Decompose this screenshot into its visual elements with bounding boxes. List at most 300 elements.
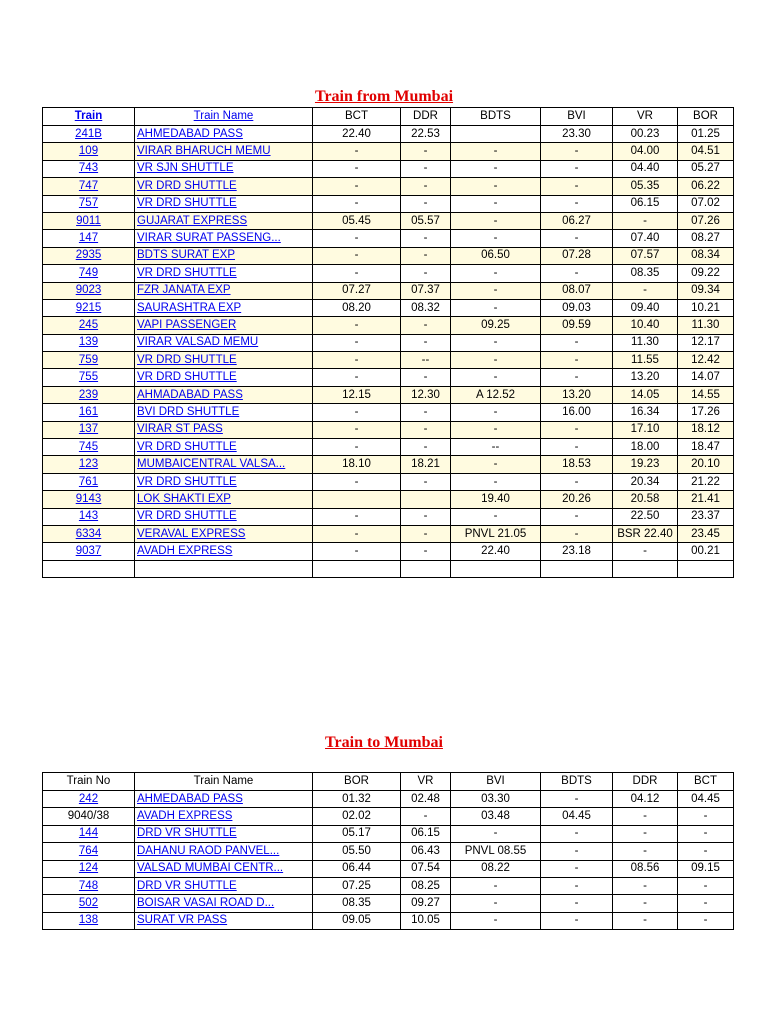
- train-number-link[interactable]: 242: [78, 792, 99, 805]
- train-number-link[interactable]: 109: [78, 145, 99, 158]
- train-name-cell[interactable]: [135, 473, 313, 490]
- train-number-link[interactable]: 139: [78, 336, 99, 349]
- time-cell: -: [401, 317, 451, 334]
- train-number-cell[interactable]: [43, 369, 135, 386]
- time-cell: 04.45: [678, 791, 734, 808]
- train-number-link[interactable]: 502: [78, 897, 99, 910]
- column-header: DDR: [401, 108, 451, 126]
- table-row: [43, 543, 734, 560]
- train-number-link[interactable]: 9011: [76, 214, 101, 227]
- time-cell: -: [401, 247, 451, 264]
- train-number-link[interactable]: 759: [78, 353, 99, 366]
- train-name-cell[interactable]: [135, 247, 313, 264]
- column-header: Train No: [43, 773, 135, 791]
- train-number-cell[interactable]: [43, 825, 135, 842]
- table-row: [43, 195, 734, 212]
- train-name-link[interactable]: VR DRD SHUTTLE: [137, 371, 237, 384]
- train-name-link[interactable]: LOK SHAKTI EXP: [137, 492, 231, 505]
- train-name-cell[interactable]: [135, 525, 313, 542]
- train-name-link[interactable]: BOISAR VASAI ROAD D...: [137, 897, 275, 910]
- train-name-link[interactable]: GUJARAT EXPRESS: [137, 214, 248, 227]
- time-cell: 18.12: [678, 421, 734, 438]
- table-row: [43, 212, 734, 229]
- time-cell: 09.22: [678, 265, 734, 282]
- train-number-link[interactable]: 2935: [75, 249, 102, 262]
- time-cell: -: [541, 912, 613, 929]
- time-cell: -: [613, 543, 678, 560]
- train-name-link[interactable]: AHMEDABAD PASS: [137, 792, 243, 805]
- train-name-link[interactable]: SURAT VR PASS: [137, 914, 228, 927]
- time-cell: -: [541, 825, 613, 842]
- column-header[interactable]: [43, 108, 135, 126]
- time-cell: 20.10: [678, 456, 734, 473]
- train-number-cell[interactable]: [43, 317, 135, 334]
- table-row: [43, 421, 734, 438]
- train-name-link[interactable]: VR DRD SHUTTLE: [137, 179, 237, 192]
- time-cell: 01.32: [313, 791, 401, 808]
- train-number-link[interactable]: 143: [78, 510, 99, 523]
- time-cell: 09.34: [678, 282, 734, 299]
- train-number-link[interactable]: 749: [78, 266, 99, 279]
- time-cell: 05.27: [678, 160, 734, 177]
- train-number-cell[interactable]: [43, 178, 135, 195]
- time-cell: --: [401, 352, 451, 369]
- table-row: [43, 334, 734, 351]
- train-number-cell[interactable]: [43, 525, 135, 542]
- time-cell: 09.15: [678, 860, 734, 877]
- time-cell: -: [313, 160, 401, 177]
- time-cell: 07.57: [613, 247, 678, 264]
- time-cell: -: [613, 825, 678, 842]
- time-cell: -: [401, 808, 451, 825]
- time-cell: 06.22: [678, 178, 734, 195]
- time-cell: A 12.52: [451, 386, 541, 403]
- time-cell: 05.17: [313, 825, 401, 842]
- time-cell: -: [451, 334, 541, 351]
- train-name-cell[interactable]: [135, 912, 313, 929]
- time-cell: 07.40: [613, 230, 678, 247]
- table-row: [43, 825, 734, 842]
- time-cell: PNVL 08.55: [451, 843, 541, 860]
- train-name-cell[interactable]: [135, 543, 313, 560]
- time-cell: 06.43: [401, 843, 451, 860]
- time-cell: [313, 560, 401, 577]
- time-cell: 02.02: [313, 808, 401, 825]
- time-cell: 04.51: [678, 143, 734, 160]
- train-name-cell[interactable]: [135, 808, 313, 825]
- time-cell: -: [541, 195, 613, 212]
- time-cell: 06.27: [541, 212, 613, 229]
- time-cell: 06.44: [313, 860, 401, 877]
- table-row: [43, 352, 734, 369]
- train-number-cell[interactable]: [43, 247, 135, 264]
- train-number-link[interactable]: 9023: [75, 284, 102, 297]
- train-number-cell[interactable]: [43, 421, 135, 438]
- train-name-cell[interactable]: [135, 178, 313, 195]
- time-cell: -: [401, 543, 451, 560]
- time-cell: -: [541, 369, 613, 386]
- time-cell: 08.22: [451, 860, 541, 877]
- train-name-cell[interactable]: [135, 212, 313, 229]
- time-cell: -: [451, 352, 541, 369]
- train-number-cell[interactable]: [43, 404, 135, 421]
- time-cell: 08.34: [678, 247, 734, 264]
- train-name-cell[interactable]: [135, 421, 313, 438]
- time-cell: 08.27: [678, 230, 734, 247]
- time-cell: 08.20: [313, 299, 401, 316]
- column-header: BCT: [313, 108, 401, 126]
- table-row: [43, 791, 734, 808]
- time-cell: 11.30: [678, 317, 734, 334]
- time-cell: -: [613, 212, 678, 229]
- time-cell: -: [313, 369, 401, 386]
- time-cell: -: [401, 421, 451, 438]
- train-number-cell[interactable]: [43, 212, 135, 229]
- train-name-cell[interactable]: [135, 352, 313, 369]
- table-row: [43, 808, 734, 825]
- time-cell: -: [401, 525, 451, 542]
- train-number-cell[interactable]: [43, 334, 135, 351]
- train-number-cell[interactable]: [43, 791, 135, 808]
- time-cell: 18.47: [678, 439, 734, 456]
- time-cell: -: [401, 404, 451, 421]
- train-name-cell[interactable]: [135, 282, 313, 299]
- time-cell: 19.23: [613, 456, 678, 473]
- time-cell: -: [401, 143, 451, 160]
- time-cell: 18.00: [613, 439, 678, 456]
- time-cell: -: [613, 808, 678, 825]
- train-number-link[interactable]: 761: [78, 475, 99, 488]
- train-number-link[interactable]: 757: [78, 197, 99, 210]
- train-name-link[interactable]: VR DRD SHUTTLE: [137, 197, 237, 210]
- train-name-link[interactable]: SAURASHTRA EXP: [137, 301, 242, 314]
- time-cell: -: [541, 178, 613, 195]
- train-name-link[interactable]: DRD VR SHUTTLE: [137, 879, 237, 892]
- time-cell: -: [313, 473, 401, 490]
- train-name-cell[interactable]: [135, 508, 313, 525]
- time-cell: -: [451, 299, 541, 316]
- time-cell: 07.02: [678, 195, 734, 212]
- train-name-link[interactable]: AHMADABAD PASS: [137, 388, 243, 401]
- column-header: BOR: [313, 773, 401, 791]
- time-cell: 22.40: [313, 126, 401, 143]
- train-name-link[interactable]: VIRAR BHARUCH MEMU: [137, 145, 271, 158]
- time-cell: [678, 560, 734, 577]
- time-cell: 05.35: [613, 178, 678, 195]
- train-name-link[interactable]: VR DRD SHUTTLE: [137, 266, 237, 279]
- time-cell: -: [613, 912, 678, 929]
- train-number-cell[interactable]: [43, 456, 135, 473]
- table-row: [43, 386, 734, 403]
- train-number-cell[interactable]: [43, 843, 135, 860]
- train-number-cell[interactable]: [43, 877, 135, 894]
- time-cell: -: [678, 877, 734, 894]
- train-name-cell[interactable]: [135, 825, 313, 842]
- time-cell: -: [451, 421, 541, 438]
- time-cell: 18.21: [401, 456, 451, 473]
- time-cell: 23.30: [541, 126, 613, 143]
- time-cell: -: [613, 282, 678, 299]
- time-cell: -: [541, 508, 613, 525]
- train-name-link[interactable]: AVADH EXPRESS: [137, 545, 233, 558]
- train-name-link[interactable]: BDTS SURAT EXP: [137, 249, 235, 262]
- train-number-link[interactable]: 747: [78, 179, 99, 192]
- train-name-cell[interactable]: [135, 895, 313, 912]
- train-name-cell[interactable]: [135, 369, 313, 386]
- time-cell: 17.26: [678, 404, 734, 421]
- train-name-link[interactable]: VR SJN SHUTTLE: [137, 162, 234, 175]
- time-cell: -: [541, 525, 613, 542]
- column-header: BOR: [678, 108, 734, 126]
- time-cell: 08.32: [401, 299, 451, 316]
- time-cell: [613, 560, 678, 577]
- time-cell: 09.59: [541, 317, 613, 334]
- train-number-cell[interactable]: [43, 160, 135, 177]
- train-number-cell[interactable]: [43, 543, 135, 560]
- train-number-link[interactable]: 123: [78, 458, 99, 471]
- train-to-mumbai-title: Train to Mumbai: [325, 734, 443, 751]
- time-cell: -: [678, 825, 734, 842]
- train-number-cell[interactable]: [43, 282, 135, 299]
- train-number-link[interactable]: 144: [78, 827, 99, 840]
- train-name-link[interactable]: VIRAR VALSAD MEMU: [137, 336, 259, 349]
- train-name-column-link[interactable]: Train Name: [193, 110, 254, 122]
- time-cell: -: [541, 860, 613, 877]
- time-cell: -: [678, 808, 734, 825]
- time-cell: -: [451, 195, 541, 212]
- time-cell: -: [313, 178, 401, 195]
- train-number-link[interactable]: 6334: [75, 527, 102, 540]
- time-cell: [451, 126, 541, 143]
- time-cell: 08.07: [541, 282, 613, 299]
- time-cell: 16.34: [613, 404, 678, 421]
- time-cell: 13.20: [541, 386, 613, 403]
- train-name-link[interactable]: VAPI PASSENGER: [137, 318, 237, 331]
- time-cell: -: [541, 352, 613, 369]
- time-cell: -: [451, 160, 541, 177]
- train-number-cell[interactable]: [43, 230, 135, 247]
- train-name-cell[interactable]: [135, 195, 313, 212]
- train-name-cell[interactable]: [135, 860, 313, 877]
- table-row: [43, 160, 734, 177]
- train-name-cell[interactable]: [135, 404, 313, 421]
- train-name-cell[interactable]: [135, 456, 313, 473]
- time-cell: 03.30: [451, 791, 541, 808]
- train-name-cell[interactable]: [135, 265, 313, 282]
- time-cell: -: [313, 143, 401, 160]
- time-cell: -: [451, 212, 541, 229]
- train-number-cell[interactable]: [43, 473, 135, 490]
- train-name-link[interactable]: AHMEDABAD PASS: [137, 127, 243, 140]
- table-row: [43, 230, 734, 247]
- time-cell: 05.50: [313, 843, 401, 860]
- time-cell: PNVL 21.05: [451, 525, 541, 542]
- time-cell: -: [678, 912, 734, 929]
- time-cell: 20.34: [613, 473, 678, 490]
- time-cell: 07.25: [313, 877, 401, 894]
- train-number-link[interactable]: 161: [78, 405, 99, 418]
- time-cell: 12.30: [401, 386, 451, 403]
- train-name-cell[interactable]: [135, 334, 313, 351]
- train-name-cell[interactable]: [135, 160, 313, 177]
- train-name-cell[interactable]: [135, 143, 313, 160]
- time-cell: 21.22: [678, 473, 734, 490]
- time-cell: -: [401, 160, 451, 177]
- train-name-link[interactable]: DAHANU RAOD PANVEL...: [137, 844, 280, 857]
- column-header[interactable]: [135, 108, 313, 126]
- table-row: [43, 317, 734, 334]
- time-cell: -: [451, 178, 541, 195]
- time-cell: [135, 560, 313, 577]
- train-name-link[interactable]: VERAVAL EXPRESS: [137, 527, 246, 540]
- time-cell: 07.54: [401, 860, 451, 877]
- train-name-cell[interactable]: [135, 491, 313, 508]
- time-cell: 14.07: [678, 369, 734, 386]
- time-cell: 08.25: [401, 877, 451, 894]
- time-cell: -: [451, 473, 541, 490]
- train-name-link[interactable]: BVI DRD SHUTTLE: [137, 405, 240, 418]
- train-name-cell[interactable]: [135, 386, 313, 403]
- train-name-cell[interactable]: [135, 230, 313, 247]
- train-name-link[interactable]: FZR JANATA EXP: [137, 284, 231, 297]
- time-cell: -: [401, 369, 451, 386]
- time-cell: 10.21: [678, 299, 734, 316]
- train-name-link[interactable]: VR DRD SHUTTLE: [137, 475, 237, 488]
- time-cell: 09.25: [451, 317, 541, 334]
- train-name-cell[interactable]: [135, 843, 313, 860]
- time-cell: [401, 560, 451, 577]
- time-cell: 08.35: [313, 895, 401, 912]
- train-name-link[interactable]: MUMBAICENTRAL VALSA...: [137, 458, 286, 471]
- train-number-cell[interactable]: [43, 299, 135, 316]
- time-cell: -: [541, 334, 613, 351]
- train-number-link[interactable]: 748: [78, 879, 99, 892]
- train-number-cell[interactable]: [43, 439, 135, 456]
- train-to-mumbai-table: [42, 772, 734, 930]
- train-number-cell[interactable]: [43, 860, 135, 877]
- time-cell: 19.40: [451, 491, 541, 508]
- train-number-link[interactable]: 745: [78, 440, 99, 453]
- train-name-link[interactable]: VIRAR SURAT PASSENG...: [137, 232, 281, 245]
- train-number-link[interactable]: 9215: [75, 301, 102, 314]
- time-cell: -: [401, 195, 451, 212]
- column-header: DDR: [613, 773, 678, 791]
- time-cell: 09.03: [541, 299, 613, 316]
- table-row: [43, 282, 734, 299]
- time-cell: -: [313, 230, 401, 247]
- time-cell: 07.37: [401, 282, 451, 299]
- train-name-link[interactable]: VIRAR ST PASS: [137, 423, 223, 436]
- time-cell: -: [401, 334, 451, 351]
- time-cell: 09.27: [401, 895, 451, 912]
- train-number-link[interactable]: 764: [78, 844, 99, 857]
- time-cell: 04.40: [613, 160, 678, 177]
- train-number-cell[interactable]: [43, 352, 135, 369]
- train-name-cell[interactable]: [135, 299, 313, 316]
- time-cell: -: [541, 143, 613, 160]
- train-number-cell[interactable]: [43, 895, 135, 912]
- time-cell: 07.28: [541, 247, 613, 264]
- table-row: [43, 473, 734, 490]
- train-name-cell[interactable]: [135, 791, 313, 808]
- train-name-link[interactable]: VR DRD SHUTTLE: [137, 440, 237, 453]
- train-name-link[interactable]: VALSAD MUMBAI CENTR...: [137, 862, 284, 875]
- train-number-cell[interactable]: [43, 126, 135, 143]
- train-number-link[interactable]: 245: [78, 318, 99, 331]
- train-number-link[interactable]: 9143: [75, 492, 102, 505]
- time-cell: 07.26: [678, 212, 734, 229]
- train-number-cell[interactable]: [43, 386, 135, 403]
- time-cell: -: [613, 843, 678, 860]
- train-number-cell[interactable]: [43, 195, 135, 212]
- train-name-link[interactable]: AVADH EXPRESS: [137, 810, 233, 823]
- time-cell: 20.58: [613, 491, 678, 508]
- time-cell: -: [541, 265, 613, 282]
- time-cell: 00.23: [613, 126, 678, 143]
- time-cell: 08.56: [613, 860, 678, 877]
- time-cell: 23.37: [678, 508, 734, 525]
- train-name-cell[interactable]: [135, 317, 313, 334]
- time-cell: 04.45: [541, 808, 613, 825]
- time-cell: [541, 560, 613, 577]
- train-number-link[interactable]: 137: [78, 423, 99, 436]
- time-cell: 17.10: [613, 421, 678, 438]
- train-name-link[interactable]: VR DRD SHUTTLE: [137, 353, 237, 366]
- train-name-cell[interactable]: [135, 439, 313, 456]
- train-number-link[interactable]: 241B: [75, 127, 102, 140]
- time-cell: -: [613, 877, 678, 894]
- time-cell: -: [451, 282, 541, 299]
- train-number-cell[interactable]: [43, 143, 135, 160]
- time-cell: 01.25: [678, 126, 734, 143]
- train-name-link[interactable]: DRD VR SHUTTLE: [137, 827, 237, 840]
- table-row: [43, 265, 734, 282]
- time-cell: -: [451, 404, 541, 421]
- time-cell: -: [451, 912, 541, 929]
- train-number-cell[interactable]: [43, 912, 135, 929]
- train-number-link[interactable]: 755: [78, 371, 99, 384]
- time-cell: -: [313, 421, 401, 438]
- time-cell: 11.55: [613, 352, 678, 369]
- train-number-cell: [43, 560, 135, 577]
- time-cell: 14.05: [613, 386, 678, 403]
- train-number-cell[interactable]: [43, 491, 135, 508]
- train-number-link[interactable]: 147: [78, 232, 99, 245]
- train-number-link[interactable]: 239: [78, 388, 99, 401]
- train-number-link[interactable]: 124: [78, 862, 99, 875]
- time-cell: 22.53: [401, 126, 451, 143]
- train-name-link[interactable]: VR DRD SHUTTLE: [137, 510, 237, 523]
- train-name-cell[interactable]: [135, 877, 313, 894]
- time-cell: -: [613, 895, 678, 912]
- time-cell: 12.42: [678, 352, 734, 369]
- train-number-link[interactable]: 9037: [75, 545, 102, 558]
- column-header: VR: [401, 773, 451, 791]
- train-number-cell[interactable]: [43, 508, 135, 525]
- time-cell: -: [678, 843, 734, 860]
- train-number-link[interactable]: 138: [78, 914, 99, 927]
- train-number-link[interactable]: 743: [78, 162, 99, 175]
- train-name-cell[interactable]: [135, 126, 313, 143]
- time-cell: -: [678, 895, 734, 912]
- column-header: BVI: [541, 108, 613, 126]
- time-cell: -: [313, 334, 401, 351]
- train-number-cell[interactable]: [43, 265, 135, 282]
- time-cell: -: [451, 895, 541, 912]
- time-cell: 22.40: [451, 543, 541, 560]
- time-cell: 08.35: [613, 265, 678, 282]
- train-column-link[interactable]: Train: [74, 110, 103, 122]
